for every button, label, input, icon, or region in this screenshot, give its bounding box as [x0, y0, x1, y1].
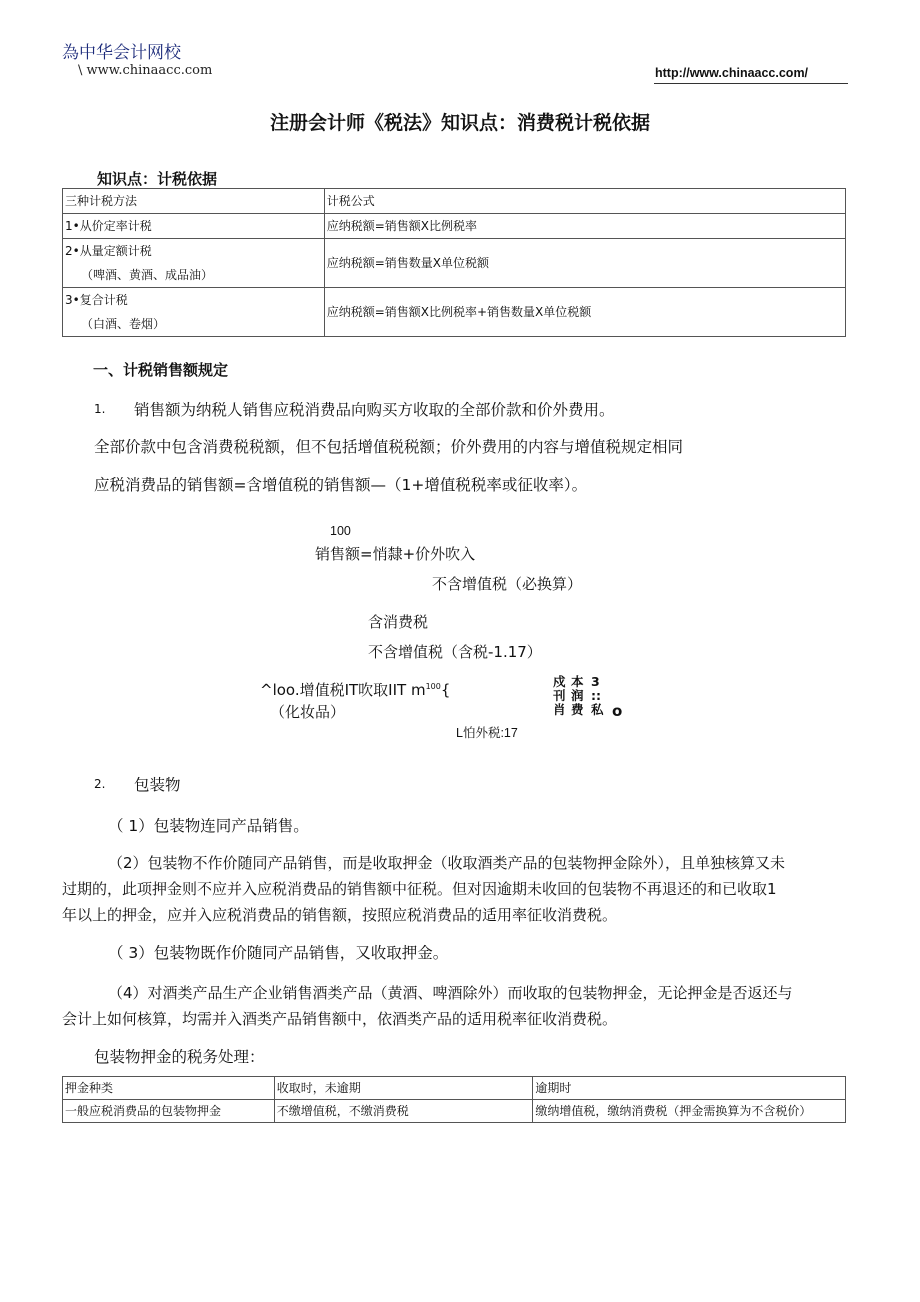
paragraph: （ 3）包装物既作价随同产品销售，又收取押金。 — [108, 944, 449, 962]
table-header-row — [63, 189, 846, 214]
formula-line: 含消费税 — [368, 613, 429, 631]
side-char: 本 — [571, 674, 584, 689]
logo-url[interactable]: \ www.chinaacc.com — [78, 63, 213, 78]
side-mark: o — [612, 702, 623, 720]
table-header-cell: 逾期时 — [533, 1077, 846, 1100]
formula-line: L怕外税:17 — [456, 726, 518, 740]
formula-cell: 应纳税额=销售数量X单位税额 — [324, 239, 845, 288]
deposit-tax-table — [62, 1076, 846, 1123]
side-char: 戍 — [553, 674, 566, 689]
method-label: 2•从量定额计税 — [65, 244, 152, 258]
table-row — [63, 239, 846, 288]
side-column — [553, 675, 566, 717]
paragraph: 包装物 — [134, 776, 181, 794]
side-column — [571, 675, 584, 717]
paragraph: 会计上如何核算，均需并入酒类产品销售额中，依酒类产品的适用税率征收消费税。 — [62, 1010, 618, 1028]
table-header-cell: 三种计税方法 — [63, 189, 325, 214]
formula-cell: 应纳税额=销售额X比例税率 — [324, 214, 845, 239]
paragraph: 应税消费品的销售额=含增值税的销售额—（1+增值税税率或征收率）。 — [94, 476, 588, 494]
section-heading: 一、计税销售额规定 — [93, 361, 229, 379]
table-cell: 一般应税消费品的包装物押金 — [63, 1100, 275, 1123]
formula-number: 100 — [330, 524, 351, 538]
side-char: 私 — [591, 702, 604, 717]
side-char: 刊 — [553, 688, 566, 703]
tax-method-table — [62, 188, 846, 337]
paragraph: （2）包装物不作价随同产品销售，而是收取押金（收取酒类产品的包装物押金除外），且单独核算又未 — [108, 854, 786, 872]
method-cell — [63, 288, 325, 337]
table-header-cell: 计税公式 — [324, 189, 845, 214]
method-label: 1•从价定率计税 — [65, 219, 152, 233]
side-column — [591, 675, 604, 717]
method-cell — [63, 214, 325, 239]
table-header-row — [63, 1077, 846, 1100]
formula-line — [260, 679, 450, 700]
paragraph: 年以上的押金，应并入应税消费品的销售额，按照应税消费品的适用率征收消费税。 — [62, 906, 618, 924]
paragraph: 包装物押金的税务处理： — [94, 1048, 265, 1066]
paragraph: （ 1）包装物连同产品销售。 — [108, 817, 309, 835]
formula-line: 销售额=悄隸+价外吹入 — [315, 545, 476, 563]
logo-mark: 為 — [62, 43, 79, 63]
table-row — [63, 288, 846, 337]
side-char: :: — [591, 688, 601, 703]
header-divider — [654, 83, 848, 84]
table-cell: 不缴增值税，不缴消费税 — [274, 1100, 533, 1123]
method-cell — [63, 239, 325, 288]
formula-superscript: 100 — [425, 682, 441, 691]
method-label: 3•复合计税 — [65, 293, 128, 307]
paragraph: （4）对酒类产品生产企业销售酒类产品（黄酒、啤酒除外）而收取的包装物押金，无论押金是否返还与 — [108, 984, 793, 1002]
formula-cell: 应纳税额=销售额X比例税率+销售数量X单位税额 — [324, 288, 845, 337]
method-note: （啤酒、黄酒、成品油） — [81, 268, 214, 282]
item-number: 1. — [94, 402, 106, 416]
formula-line: 不含增值税（含税-1.17） — [368, 643, 542, 661]
side-char: 肖 — [553, 702, 566, 717]
method-note: （白酒、卷烟） — [81, 317, 166, 331]
logo — [62, 38, 181, 63]
formula-line: （化妆品） — [270, 703, 346, 721]
paragraph: 销售额为纳税人销售应税消费品向购买方收取的全部价款和价外费用。 — [134, 401, 615, 419]
formula-line: 不含增值税（必换算） — [432, 575, 583, 593]
paragraph: 全部价款中包含消费税税额，但不包括增值税税额；价外费用的内容与增值税规定相同 — [94, 438, 684, 456]
item-number: 2. — [94, 777, 106, 791]
table-header-cell: 收取时，未逾期 — [274, 1077, 533, 1100]
side-char: 润 — [571, 688, 584, 703]
side-char: 费 — [571, 702, 584, 717]
formula-text: ^loo.增值税IT吹取IIT m — [260, 681, 426, 699]
table-cell: 缴纳增值税，缴纳消费税（押金需换算为不含税价） — [533, 1100, 846, 1123]
knowledge-point-heading: 知识点：计税依据 — [97, 170, 218, 188]
page-title: 注册会计师《税法》知识点：消费税计税依据 — [269, 112, 650, 134]
table-header-cell: 押金种类 — [63, 1077, 275, 1100]
formula-brace: { — [440, 681, 451, 699]
table-row — [63, 214, 846, 239]
paragraph: 过期的，此项押金则不应并入应税消费品的销售额中征税。但对因逾期未收回的包装物不再退还的和已收取1 — [62, 880, 777, 898]
table-row — [63, 1100, 846, 1123]
logo-name: 中华会计网校 — [79, 43, 181, 63]
header-url[interactable]: http://www.chinaacc.com/ — [655, 66, 809, 80]
side-char: 3 — [591, 674, 600, 689]
